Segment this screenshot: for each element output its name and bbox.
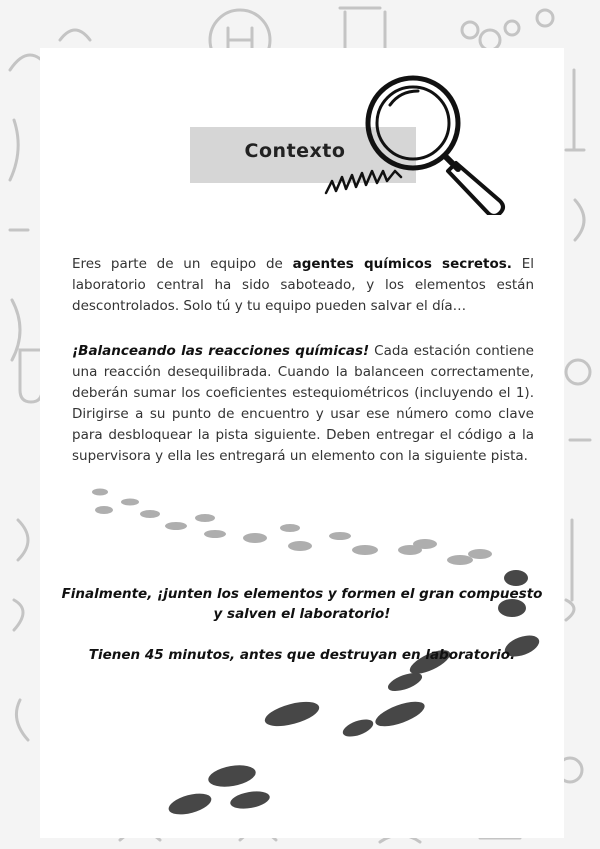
intro-bold-phrase: agentes químicos secretos. — [292, 255, 512, 272]
mission-paragraph — [72, 341, 534, 467]
magnifying-glass-icon — [318, 65, 508, 215]
bottle-doodle — [20, 350, 42, 402]
mission-rest: Cada estación contiene una reacción desequilibrada. Cuando la balanceen correctamente, deberán sumar los coeficientes estequiométricos (incluyendo el 1). Dirigirse a su punto de encuentro y usar ese número como clave para desbloquear la pista siguiente. Deben entregar el código a la supervisora y ella les entregará un elemento con la siguiente pista. — [72, 342, 534, 464]
mission-heading: ¡Balanceando las reacciones químicas! — [72, 342, 370, 359]
page-title: Contexto — [244, 140, 346, 162]
intro-lead: Eres parte de un equipo de — [72, 255, 293, 272]
time-limit-statement: Tienen 45 minutos, antes que destruyan en laboratorio. — [88, 646, 516, 663]
closing-statement: Finalmente, ¡junten los elementos y formen el gran compuesto y salven el laboratorio! — [61, 585, 543, 622]
intro-paragraph — [72, 254, 534, 317]
intro-rest: El laboratorio central ha sido saboteado, y los elementos están descontrolados. Solo tú y tu equipo pueden salvar el día… — [72, 255, 535, 314]
